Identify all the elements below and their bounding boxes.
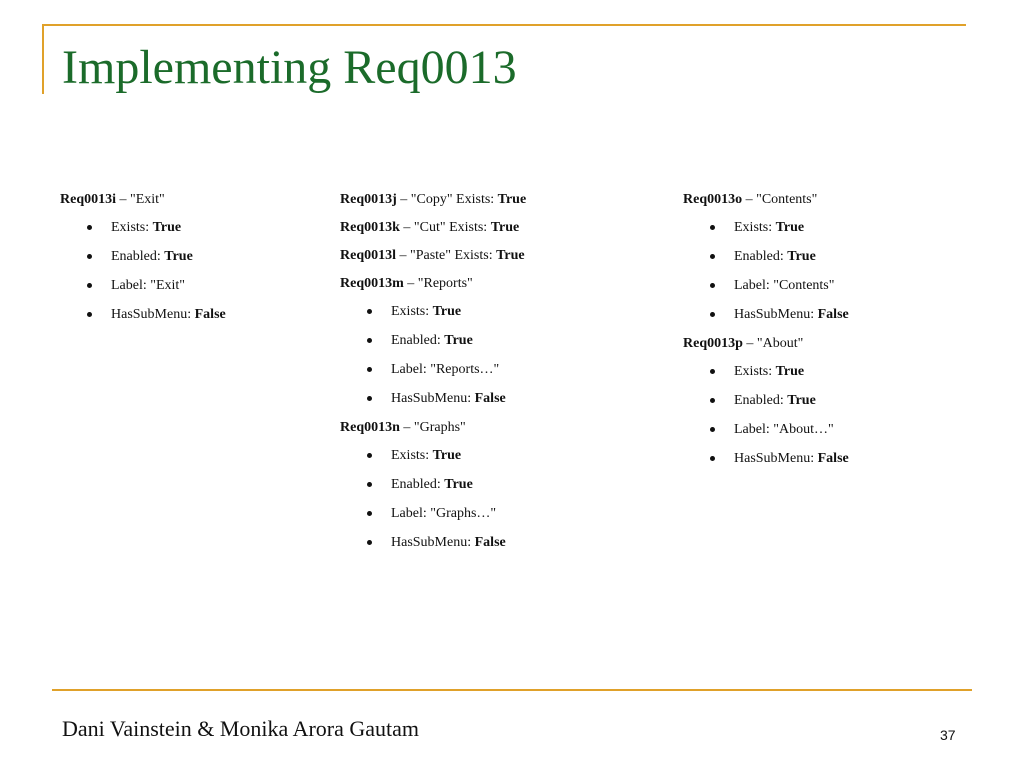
property-item — [707, 420, 983, 439]
property-value: True — [775, 220, 805, 235]
property-item — [707, 362, 983, 381]
requirement-name: "Contents" — [756, 192, 818, 207]
property-value: True — [152, 220, 182, 235]
requirement-heading — [340, 246, 660, 265]
requirement-name: "Graphs" — [413, 420, 466, 435]
property-value: False — [817, 451, 849, 466]
property-item — [707, 218, 983, 237]
requirement-heading — [683, 334, 983, 353]
title-frame-left-rule — [42, 24, 44, 94]
property-item — [364, 446, 660, 465]
requirement-name: "About" — [756, 336, 804, 351]
property-item — [707, 276, 983, 295]
property-item — [707, 305, 983, 324]
requirement-id: Req0013m — [340, 276, 404, 291]
column-1 — [60, 190, 310, 334]
property-item — [364, 389, 660, 408]
property-value: False — [474, 535, 506, 550]
requirement-heading — [683, 190, 983, 209]
property-item — [707, 391, 983, 410]
property-key: Enabled: — [391, 477, 445, 492]
requirement-separator: – — [742, 336, 757, 351]
requirement-id: Req0013l — [340, 248, 396, 263]
requirement-heading — [60, 190, 310, 209]
column-2 — [340, 190, 660, 562]
property-key: Exists: — [391, 304, 433, 319]
property-list — [683, 362, 983, 468]
requirement-separator: – — [396, 248, 410, 263]
property-key: Exists: — [391, 448, 433, 463]
property-value: True — [787, 393, 816, 408]
property-key: Exists: — [734, 364, 776, 379]
requirement-name: "Paste" Exists: — [410, 248, 497, 263]
requirement-separator: – — [399, 220, 414, 235]
property-value: True — [444, 477, 473, 492]
property-key: Enabled: — [111, 249, 165, 264]
property-value: False — [194, 307, 226, 322]
requirement-id: Req0013i — [60, 192, 116, 207]
page-number: 37 — [940, 727, 956, 743]
property-value: True — [432, 448, 462, 463]
property-key: Enabled: — [734, 249, 788, 264]
requirement-separator: – — [116, 192, 130, 207]
property-item — [84, 276, 310, 295]
footer-rule — [52, 689, 972, 691]
requirement-separator: – — [396, 192, 411, 207]
requirement-heading — [340, 190, 660, 209]
requirement-separator: – — [399, 420, 414, 435]
requirement-id: Req0013p — [683, 336, 743, 351]
property-key: Label: "Contents" — [734, 278, 835, 293]
property-key: HasSubMenu: — [391, 391, 475, 406]
requirement-heading — [340, 274, 660, 293]
requirement-id: Req0013j — [340, 192, 397, 207]
property-key: HasSubMenu: — [391, 535, 475, 550]
title-frame-top-rule — [42, 24, 966, 26]
property-key: Label: "Exit" — [111, 278, 186, 293]
requirement-separator: – — [403, 276, 418, 291]
requirement-id: Req0013n — [340, 420, 400, 435]
property-item — [364, 475, 660, 494]
property-list — [683, 218, 983, 324]
footer-authors: Dani Vainstein & Monika Arora Gautam — [62, 716, 420, 741]
property-key: HasSubMenu: — [111, 307, 195, 322]
property-value: True — [432, 304, 462, 319]
requirement-id: Req0013k — [340, 220, 400, 235]
requirement-name: "Copy" Exists: — [410, 192, 498, 207]
property-item — [364, 302, 660, 321]
property-item — [84, 218, 310, 237]
property-value: True — [775, 364, 805, 379]
property-item — [364, 360, 660, 379]
property-value: True — [444, 333, 473, 348]
requirement-separator: – — [742, 192, 757, 207]
property-list — [340, 302, 660, 408]
property-key: Exists: — [734, 220, 776, 235]
property-list — [60, 218, 310, 324]
property-list — [340, 446, 660, 552]
requirement-id: Req0013o — [683, 192, 743, 207]
requirement-heading — [340, 418, 660, 437]
property-item — [707, 449, 983, 468]
property-value: False — [817, 307, 849, 322]
slide-title: Implementing Req0013 — [62, 41, 517, 94]
requirement-name: "Exit" — [130, 192, 165, 207]
property-key: HasSubMenu: — [734, 451, 818, 466]
property-key: Label: "Graphs…" — [391, 506, 497, 521]
property-key: Label: "About…" — [734, 422, 834, 437]
property-value: False — [474, 391, 506, 406]
property-item — [364, 331, 660, 350]
property-value: True — [787, 249, 816, 264]
requirement-name: "Cut" Exists: — [413, 220, 491, 235]
property-item — [84, 305, 310, 324]
requirement-value: True — [490, 220, 520, 235]
requirement-name: "Reports" — [417, 276, 473, 291]
requirement-heading — [340, 218, 660, 237]
column-3 — [683, 190, 983, 478]
property-key: HasSubMenu: — [734, 307, 818, 322]
property-key: Exists: — [111, 220, 153, 235]
property-key: Enabled: — [734, 393, 788, 408]
property-key: Label: "Reports…" — [391, 362, 500, 377]
property-value: True — [164, 249, 193, 264]
requirement-value: True — [497, 192, 527, 207]
property-item — [84, 247, 310, 266]
property-item — [707, 247, 983, 266]
property-item — [364, 533, 660, 552]
requirement-value: True — [496, 248, 525, 263]
property-item — [364, 504, 660, 523]
property-key: Enabled: — [391, 333, 445, 348]
